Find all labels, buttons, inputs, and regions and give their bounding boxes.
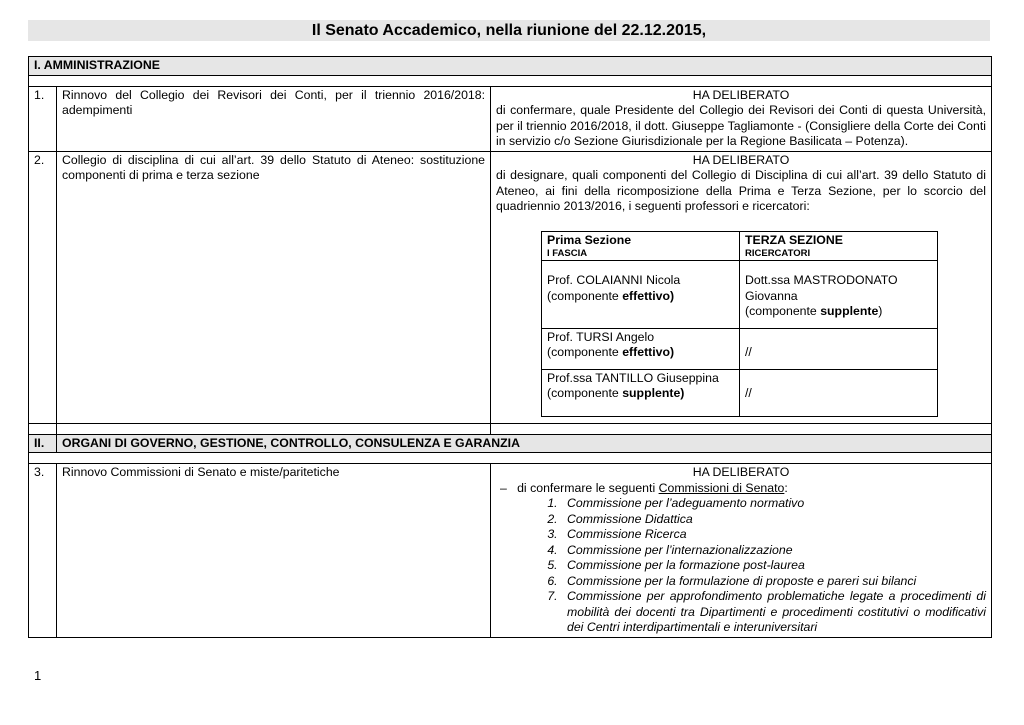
members-header-row	[542, 231, 938, 261]
member-name: Prof.ssa TANTILLO Giuseppina	[547, 370, 719, 385]
member-name: Prof. COLAIANNI Nicola	[547, 273, 681, 287]
deliberations-table	[28, 56, 992, 638]
page-title: Il Senato Accademico, nella riunione del 22.12.2015,	[28, 20, 990, 41]
member-name: Prof. TURSI Angelo	[547, 329, 655, 344]
member-row	[542, 261, 938, 329]
member-row	[542, 328, 938, 369]
item-decision	[491, 151, 992, 423]
column-title: Prima Sezione	[547, 232, 632, 247]
item-decision	[491, 464, 992, 638]
spacer-row	[29, 453, 992, 464]
member-cell	[542, 328, 740, 369]
list-item: 3. Commissione Ricerca	[561, 527, 986, 543]
decision-heading: HA DELIBERATO	[692, 87, 790, 102]
table-row	[29, 151, 992, 423]
section-number: II.	[29, 434, 57, 453]
column-title: TERZA SEZIONE	[745, 232, 843, 247]
commissions-list	[496, 496, 986, 636]
member-name: Dott.ssa MASTRODONATO Giovanna	[745, 273, 898, 303]
spacer-row	[29, 423, 992, 434]
item-decision	[491, 86, 992, 151]
item-subject: Rinnovo del Collegio dei Revisori dei Conti, per il triennio 2016/2018: adempimenti	[57, 86, 491, 151]
list-item: 4. Commissione per l’internazionalizzazione	[561, 543, 986, 559]
member-cell	[542, 261, 740, 329]
member-role: (componente effettivo)	[547, 345, 675, 359]
column-subtitle: I FASCIA	[547, 248, 588, 259]
member-row	[542, 369, 938, 416]
column-subtitle: RICERCATORI	[745, 248, 811, 259]
members-table	[541, 231, 938, 417]
column-header-prima	[542, 231, 740, 261]
decision-intro: – di confermare le seguenti Commissioni di Senato:	[500, 480, 788, 495]
decision-heading: HA DELIBERATO	[692, 465, 790, 479]
decision-heading: HA DELIBERATO	[692, 152, 790, 167]
decision-text: di confermare, quale Presidente del Collegio dei Revisori dei Conti di questa Università, per il triennio 2016/2018, il dott. Giuseppe Tagliamonte - (Consigliere della Corte dei Conti in servizio c/o Sezione Giurisdizionale per la Regione Basilicata – Potenza).	[496, 103, 987, 148]
member-role: (componente supplente)	[547, 386, 685, 400]
list-item: 2. Commissione Didattica	[561, 512, 986, 528]
item-number: 1.	[29, 86, 57, 151]
member-role: (componente supplente)	[745, 304, 883, 318]
member-cell	[740, 328, 938, 369]
member-cell	[740, 261, 938, 329]
member-cell	[542, 369, 740, 416]
page-number: 1	[34, 668, 42, 683]
section-header-organi	[29, 434, 992, 453]
section-header-amministrazione	[29, 57, 992, 76]
member-cell	[740, 369, 938, 416]
member-role: (componente effettivo)	[547, 288, 675, 303]
list-item: 6. Commissione per la formulazione di proposte e pareri sui bilanci	[561, 574, 986, 590]
list-item: 7. Commissione per approfondimento problematiche legate a procedimenti di mobilità dei docenti tra Dipartimenti e procedimenti costitutivi o modificativi dei Centri interdipartimentali e interuniversitari	[561, 589, 986, 636]
section-title: I. AMMINISTRAZIONE	[29, 57, 992, 76]
decision-text: di designare, quali componenti del Collegio di Disciplina di cui all’art. 39 dello Statuto di Ateneo, ai fini della ricomposizione della Prima e Terza Sezione, per lo scorcio del quadriennio 2013/2016, i seguenti professori e ricercatori:	[496, 168, 987, 213]
item-number: 3.	[29, 464, 57, 638]
item-number: 2.	[29, 151, 57, 423]
item-subject: Collegio di disciplina di cui all’art. 39 dello Statuto di Ateneo: sostituzione componenti di prima e terza sezione	[57, 151, 491, 423]
item-subject: Rinnovo Commissioni di Senato e miste/paritetiche	[57, 464, 491, 638]
member-name: //	[745, 345, 752, 359]
list-item: 1. Commissione per l’adeguamento normativo	[561, 496, 986, 512]
spacer-row	[29, 75, 992, 86]
member-name: //	[745, 386, 752, 400]
column-header-terza	[740, 231, 938, 261]
list-item: 5. Commissione per la formazione post-laurea	[561, 558, 986, 574]
table-row	[29, 86, 992, 151]
section-title: ORGANI DI GOVERNO, GESTIONE, CONTROLLO, CONSULENZA E GARANZIA	[57, 434, 992, 453]
table-row	[29, 464, 992, 638]
